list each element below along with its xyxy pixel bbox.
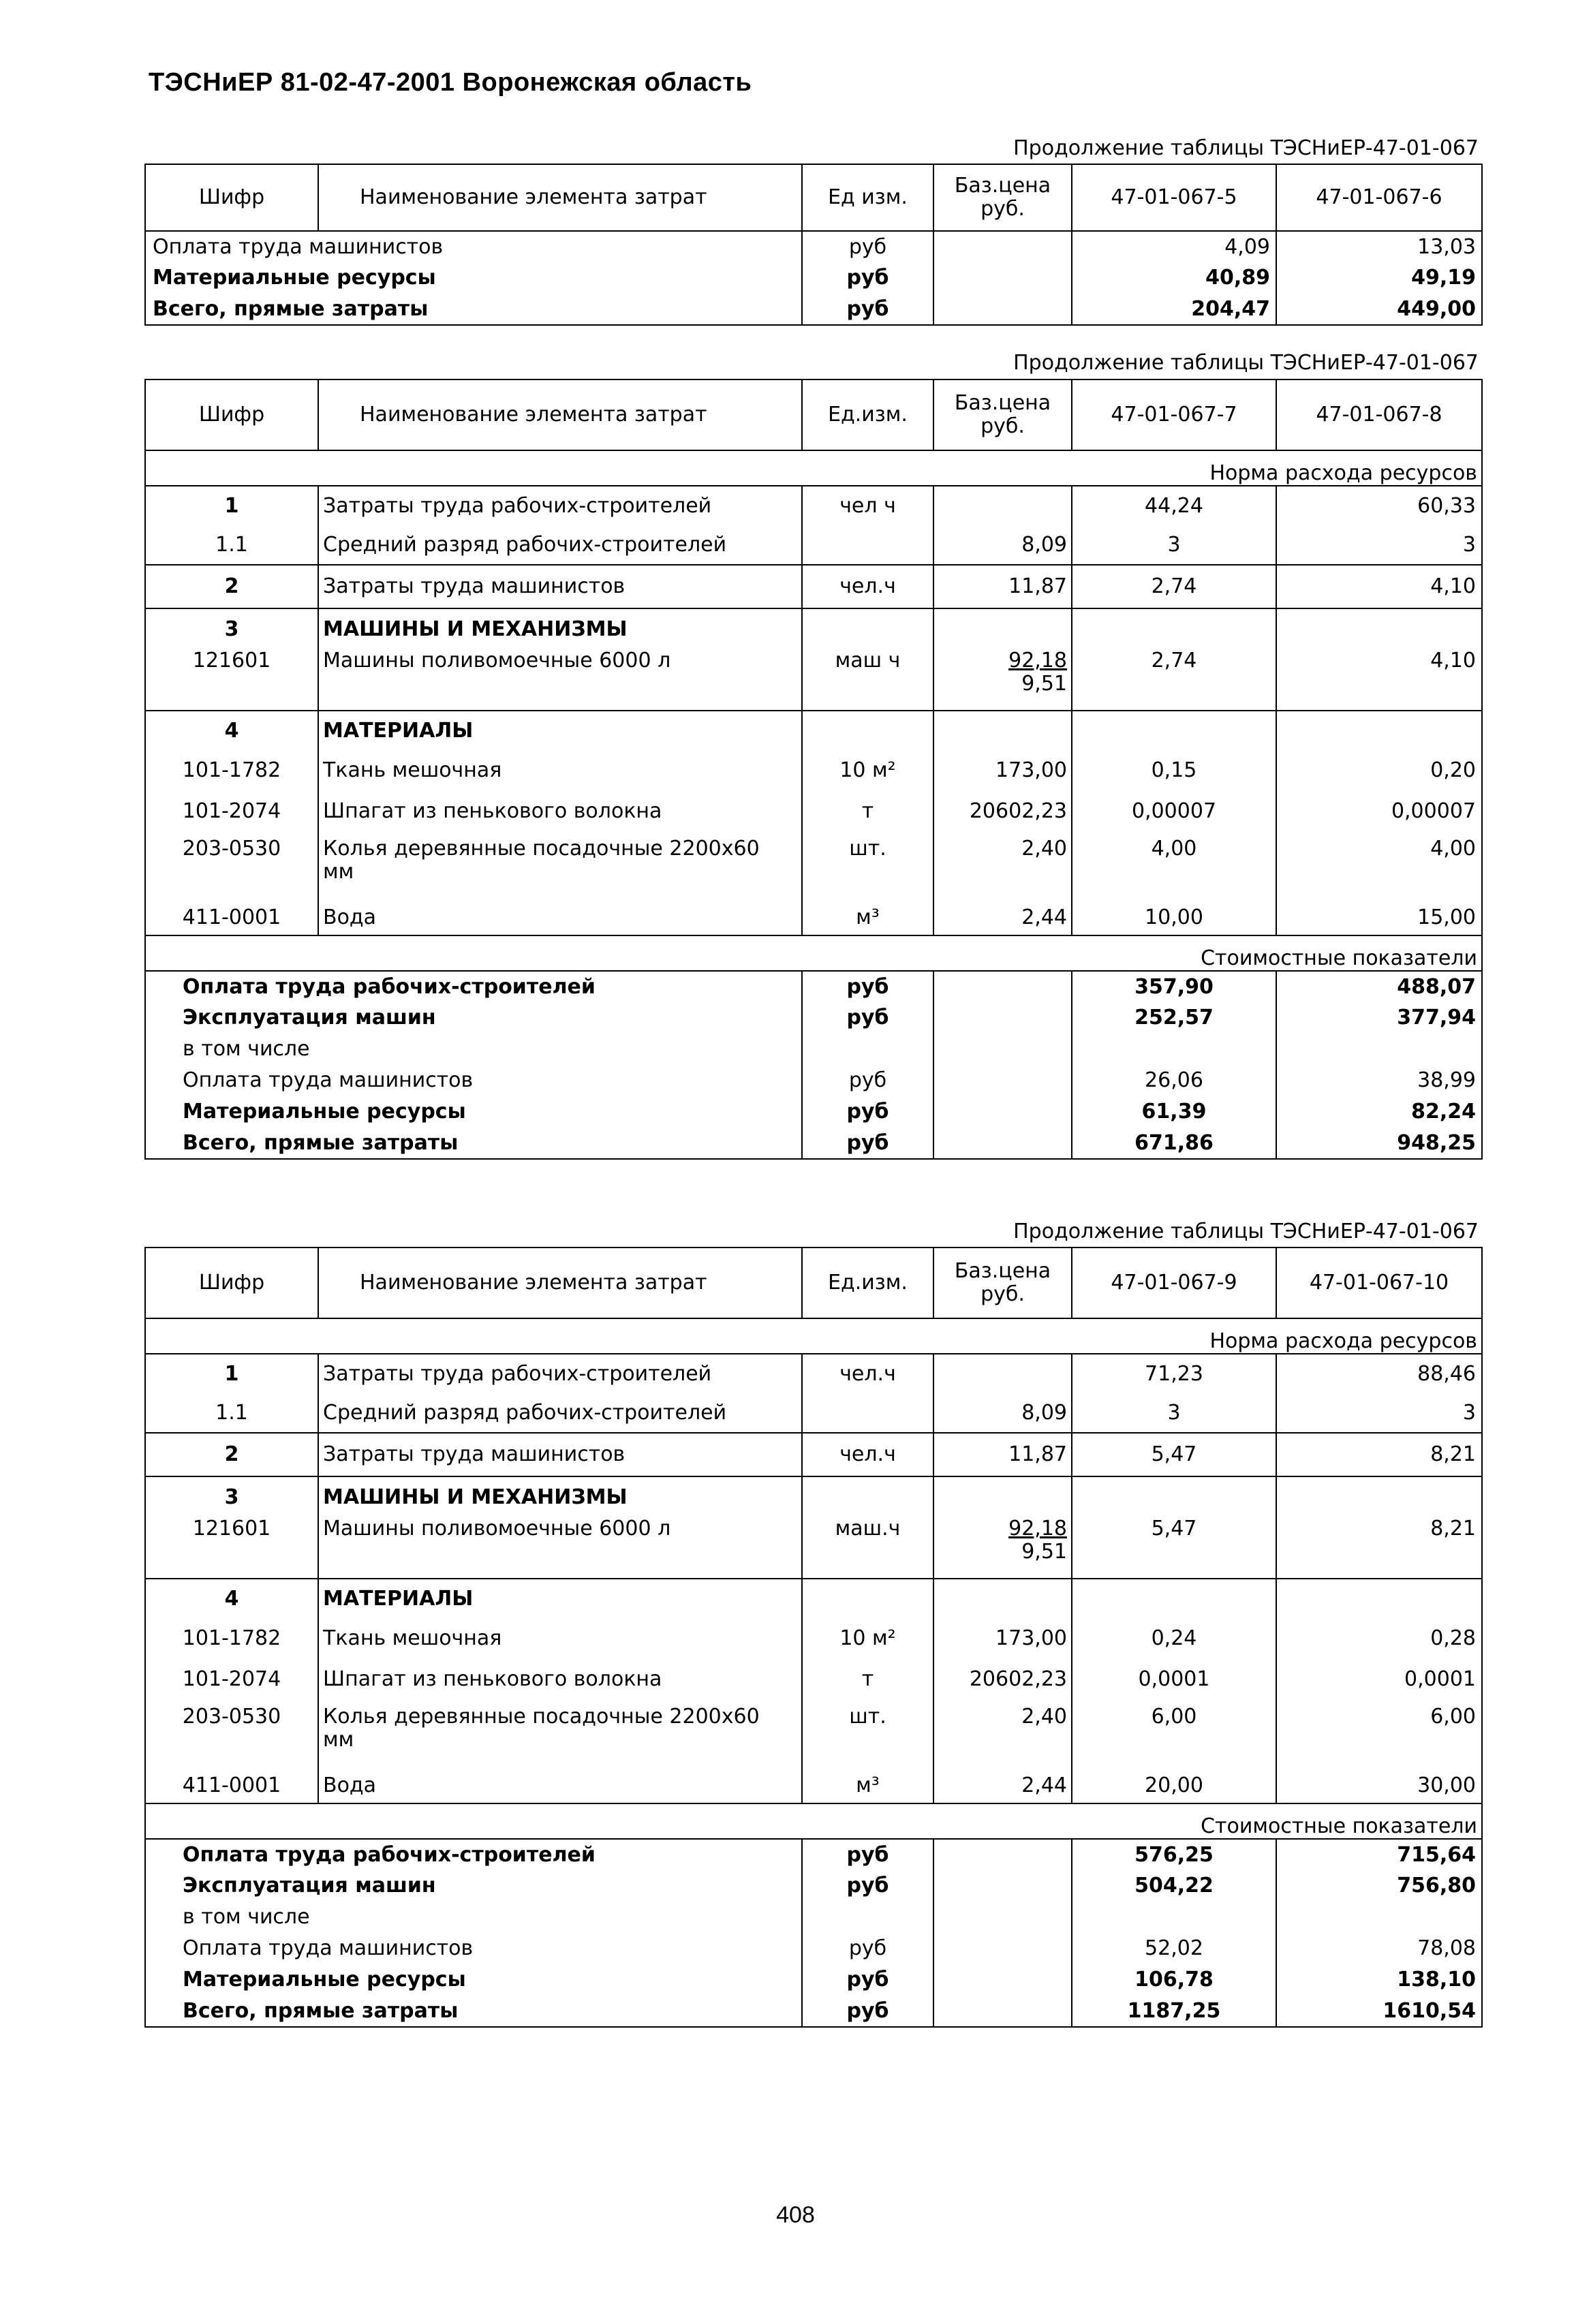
- row-unit: руб: [802, 294, 933, 325]
- row-code: 101-1782: [145, 750, 318, 791]
- row-unit: чел.ч: [802, 1354, 933, 1393]
- row-code: 3: [145, 608, 318, 649]
- row-price: 173,00: [933, 1618, 1072, 1659]
- row-price: 11,87: [933, 1433, 1072, 1476]
- row-code: 4: [145, 1579, 318, 1618]
- row-unit: маш.ч: [802, 1517, 933, 1579]
- row-value-1: 5,47: [1072, 1517, 1276, 1579]
- norm-header: Норма расхода ресурсов: [145, 450, 1482, 486]
- header-base-price-line1: Баз.цена: [954, 1259, 1051, 1283]
- section-title: МАТЕРИАЛЫ: [318, 1579, 802, 1618]
- row-unit: м³: [802, 1768, 933, 1803]
- row-name-line1: Колья деревянные посадочные 2200х60: [323, 837, 760, 861]
- row-name: Вода: [318, 1768, 802, 1803]
- machinist-price: 9,51: [1021, 672, 1067, 696]
- table2-header-row: [145, 379, 1482, 450]
- row-value-2: 1610,54: [1276, 1996, 1482, 2027]
- row-price: 11,87: [933, 565, 1072, 608]
- row-name: Средний разряд рабочих-строителей: [318, 525, 802, 565]
- row-unit: [802, 1034, 933, 1065]
- norm-header: Норма расхода ресурсов: [145, 1318, 1482, 1354]
- row-name: Оплата труда машинистов: [145, 231, 802, 262]
- table2-continuation-label: Продолжение таблицы ТЭСНиЕР-47-01-067: [1013, 351, 1479, 375]
- header-code-8: 47-01-067-8: [1276, 379, 1482, 450]
- row-name: Оплата труда машинистов: [145, 1065, 802, 1096]
- row-name-line2: мм: [323, 860, 354, 884]
- table-row: [145, 1034, 1482, 1065]
- row-value-2: 0,0001: [1276, 1659, 1482, 1700]
- header-cipher: Шифр: [145, 1248, 318, 1318]
- table-row: [145, 832, 1482, 900]
- row-code: 203-0530: [145, 832, 318, 900]
- row-unit: руб: [802, 1002, 933, 1034]
- row-value-1: 671,86: [1072, 1128, 1276, 1159]
- row-value-2: 30,00: [1276, 1768, 1482, 1803]
- row-code: 101-1782: [145, 1618, 318, 1659]
- section-title: МАШИНЫ И МЕХАНИЗМЫ: [318, 1476, 802, 1517]
- header-code-5: 47-01-067-5: [1072, 164, 1276, 231]
- table-row: [145, 231, 1482, 262]
- base-price: 92,18: [1008, 649, 1067, 672]
- header-cipher: Шифр: [145, 379, 318, 450]
- row-name: Затраты труда машинистов: [318, 1433, 802, 1476]
- table2: [144, 379, 1483, 1160]
- row-value-1: 3: [1072, 525, 1276, 565]
- row-code: 1.1: [145, 525, 318, 565]
- table-row: [145, 1065, 1482, 1096]
- row-code: 203-0530: [145, 1700, 318, 1768]
- row-value-2: 78,08: [1276, 1933, 1482, 1964]
- cost-header: Стоимостные показатели: [145, 935, 1482, 971]
- row-name: Затраты труда рабочих-строителей: [318, 1354, 802, 1393]
- header-name: Наименование элемента затрат: [318, 164, 802, 231]
- row-value-1: 4,09: [1072, 231, 1276, 262]
- row-value-1: 204,47: [1072, 294, 1276, 325]
- row-value-2: 6,00: [1276, 1700, 1482, 1768]
- row-price: 8,09: [933, 1393, 1072, 1433]
- row-value-2: 0,20: [1276, 750, 1482, 791]
- row-unit: 10 м²: [802, 1618, 933, 1659]
- row-value-2: 0,28: [1276, 1618, 1482, 1659]
- table-row: [145, 262, 1482, 294]
- row-code: 411-0001: [145, 1768, 318, 1803]
- row-value-1: 0,00007: [1072, 791, 1276, 832]
- header-unit: Ед.изм.: [802, 1248, 933, 1318]
- section-row: [145, 711, 1482, 750]
- row-value-1: 52,02: [1072, 1933, 1276, 1964]
- row-unit: руб: [802, 231, 933, 262]
- section-title: МАТЕРИАЛЫ: [318, 711, 802, 750]
- row-price: [933, 262, 1072, 294]
- row-value-2: 488,07: [1276, 971, 1482, 1002]
- row-code: 121601: [145, 1517, 318, 1579]
- row-value-2: 138,10: [1276, 1964, 1482, 1996]
- header-unit: Ед.изм.: [802, 379, 933, 450]
- row-code: 411-0001: [145, 900, 318, 935]
- header-cipher: Шифр: [145, 164, 318, 231]
- row-value-2: 449,00: [1276, 294, 1482, 325]
- header-code-10: 47-01-067-10: [1276, 1248, 1482, 1318]
- page-number: 408: [776, 2202, 815, 2228]
- header-name: Наименование элемента затрат: [318, 379, 802, 450]
- row-value-1: 71,23: [1072, 1354, 1276, 1393]
- table-row: [145, 1618, 1482, 1659]
- row-value-1: 2,74: [1072, 565, 1276, 608]
- row-name: Оплата труда рабочих-строителей: [145, 971, 802, 1002]
- row-unit: т: [802, 791, 933, 832]
- row-value-1: 106,78: [1072, 1964, 1276, 1996]
- header-code-6: 47-01-067-6: [1276, 164, 1482, 231]
- row-unit: руб: [802, 1065, 933, 1096]
- row-value-1: 6,00: [1072, 1700, 1276, 1768]
- row-price: [933, 486, 1072, 525]
- table-row: [145, 1839, 1482, 1870]
- table3-header-row: [145, 1248, 1482, 1318]
- row-price: [933, 649, 1072, 711]
- section-row: [145, 1476, 1482, 1517]
- row-value-2: 377,94: [1276, 1002, 1482, 1034]
- cost-header-row: [145, 1803, 1482, 1839]
- header-base-price: [933, 1248, 1072, 1318]
- row-value-1: 252,57: [1072, 1002, 1276, 1034]
- row-value-2: [1276, 1902, 1482, 1933]
- row-value-2: 8,21: [1276, 1433, 1482, 1476]
- table1-continuation-label: Продолжение таблицы ТЭСНиЕР-47-01-067: [1013, 136, 1479, 160]
- row-unit: шт.: [802, 832, 933, 900]
- row-unit: [802, 1902, 933, 1933]
- row-value-2: 82,24: [1276, 1096, 1482, 1128]
- row-unit: чел.ч: [802, 1433, 933, 1476]
- row-unit: чел.ч: [802, 565, 933, 608]
- row-price: [933, 294, 1072, 325]
- row-name: Затраты труда машинистов: [318, 565, 802, 608]
- row-price: 2,40: [933, 1700, 1072, 1768]
- row-value-1: 504,22: [1072, 1870, 1276, 1902]
- norm-header-row: [145, 1318, 1482, 1354]
- row-value-1: 2,74: [1072, 649, 1276, 711]
- row-unit: руб: [802, 1870, 933, 1902]
- row-unit: чел ч: [802, 486, 933, 525]
- row-unit: шт.: [802, 1700, 933, 1768]
- row-price: [933, 1517, 1072, 1579]
- row-code: 3: [145, 1476, 318, 1517]
- row-name: [318, 1700, 802, 1768]
- row-unit: руб: [802, 1096, 933, 1128]
- row-value-2: 0,00007: [1276, 791, 1482, 832]
- section-title: МАШИНЫ И МЕХАНИЗМЫ: [318, 608, 802, 649]
- row-unit: 10 м²: [802, 750, 933, 791]
- table-row: [145, 971, 1482, 1002]
- table-row: [145, 525, 1482, 565]
- base-price: 92,18: [1008, 1517, 1067, 1540]
- table-row: [145, 1517, 1482, 1579]
- row-value-2: 15,00: [1276, 900, 1482, 935]
- table-row: [145, 791, 1482, 832]
- table-row: [145, 1933, 1482, 1964]
- row-value-2: 715,64: [1276, 1839, 1482, 1870]
- row-value-2: 756,80: [1276, 1870, 1482, 1902]
- row-name: Материальные ресурсы: [145, 1964, 802, 1996]
- table-row: [145, 1393, 1482, 1433]
- row-unit: руб: [802, 1839, 933, 1870]
- row-name: [318, 832, 802, 900]
- row-value-2: 3: [1276, 525, 1482, 565]
- row-unit: руб: [802, 1128, 933, 1159]
- table-row: [145, 1002, 1482, 1034]
- row-code: 121601: [145, 649, 318, 711]
- row-price: [933, 1354, 1072, 1393]
- row-code: 2: [145, 1433, 318, 1476]
- table-row: [145, 649, 1482, 711]
- table-row: [145, 1902, 1482, 1933]
- header-base-price: [933, 164, 1072, 231]
- row-price: 8,09: [933, 525, 1072, 565]
- row-value-1: 4,00: [1072, 832, 1276, 900]
- row-value-1: 0,15: [1072, 750, 1276, 791]
- table-row: [145, 1433, 1482, 1476]
- row-value-1: [1072, 1902, 1276, 1933]
- cost-header-row: [145, 935, 1482, 971]
- header-code-9: 47-01-067-9: [1072, 1248, 1276, 1318]
- row-value-1: 357,90: [1072, 971, 1276, 1002]
- row-code: 1: [145, 486, 318, 525]
- row-unit: руб: [802, 1964, 933, 1996]
- table-row: [145, 565, 1482, 608]
- header-unit: Ед изм.: [802, 164, 933, 231]
- row-value-2: 4,00: [1276, 832, 1482, 900]
- row-name: Оплата труда машинистов: [145, 1933, 802, 1964]
- row-unit: [802, 525, 933, 565]
- row-value-1: 0,0001: [1072, 1659, 1276, 1700]
- row-value-2: 38,99: [1276, 1065, 1482, 1096]
- header-name: Наименование элемента затрат: [318, 1248, 802, 1318]
- row-name: Затраты труда рабочих-строителей: [318, 486, 802, 525]
- row-name: Шпагат из пенькового волокна: [318, 791, 802, 832]
- row-price: 2,40: [933, 832, 1072, 900]
- row-unit: маш ч: [802, 649, 933, 711]
- row-name: Всего, прямые затраты: [145, 294, 802, 325]
- row-unit: руб: [802, 1996, 933, 2027]
- table-row: [145, 1700, 1482, 1768]
- row-name: Оплата труда рабочих-строителей: [145, 1839, 802, 1870]
- row-price: 2,44: [933, 1768, 1072, 1803]
- row-name: Шпагат из пенькового волокна: [318, 1659, 802, 1700]
- row-price: 20602,23: [933, 791, 1072, 832]
- table1: [144, 164, 1483, 326]
- row-value-1: 0,24: [1072, 1618, 1276, 1659]
- header-code-7: 47-01-067-7: [1072, 379, 1276, 450]
- table-row: [145, 1870, 1482, 1902]
- table-row: [145, 750, 1482, 791]
- header-base-price-line2: руб.: [980, 197, 1025, 221]
- row-value-2: 8,21: [1276, 1517, 1482, 1579]
- row-code: 101-2074: [145, 791, 318, 832]
- table-row: [145, 1996, 1482, 2027]
- row-value-2: 4,10: [1276, 649, 1482, 711]
- row-value-2: [1276, 1034, 1482, 1065]
- row-code: 2: [145, 565, 318, 608]
- row-value-1: 26,06: [1072, 1065, 1276, 1096]
- row-price: [933, 231, 1072, 262]
- table-row: [145, 1768, 1482, 1803]
- row-value-2: 3: [1276, 1393, 1482, 1433]
- row-value-2: 49,19: [1276, 262, 1482, 294]
- row-price: 173,00: [933, 750, 1072, 791]
- table-row: [145, 1964, 1482, 1996]
- row-unit: м³: [802, 900, 933, 935]
- header-base-price: [933, 379, 1072, 450]
- page-title: ТЭСНиЕР 81-02-47-2001 Воронежская область: [149, 68, 752, 97]
- row-value-1: 40,89: [1072, 262, 1276, 294]
- row-value-1: 20,00: [1072, 1768, 1276, 1803]
- table1-header-row: [145, 164, 1482, 231]
- row-name: Ткань мешочная: [318, 1618, 802, 1659]
- row-name-line2: мм: [323, 1728, 354, 1752]
- row-code: 1: [145, 1354, 318, 1393]
- row-value-1: 1187,25: [1072, 1996, 1276, 2027]
- row-name: Всего, прямые затраты: [145, 1996, 802, 2027]
- row-code: 101-2074: [145, 1659, 318, 1700]
- row-value-1: 44,24: [1072, 486, 1276, 525]
- header-base-price-line2: руб.: [980, 1282, 1025, 1306]
- row-name: в том числе: [145, 1034, 802, 1065]
- row-name-line1: Колья деревянные посадочные 2200х60: [323, 1705, 760, 1729]
- row-name: в том числе: [145, 1902, 802, 1933]
- row-value-1: [1072, 1034, 1276, 1065]
- table-row: [145, 294, 1482, 325]
- row-name: Машины поливомоечные 6000 л: [318, 649, 802, 711]
- table3: [144, 1247, 1483, 2028]
- table-row: [145, 1354, 1482, 1393]
- header-base-price-line2: руб.: [980, 414, 1025, 438]
- row-name: Средний разряд рабочих-строителей: [318, 1393, 802, 1433]
- row-name: Ткань мешочная: [318, 750, 802, 791]
- section-row: [145, 608, 1482, 649]
- table3-continuation-label: Продолжение таблицы ТЭСНиЕР-47-01-067: [1013, 1220, 1479, 1243]
- row-unit: руб: [802, 1933, 933, 1964]
- row-value-1: 5,47: [1072, 1433, 1276, 1476]
- row-name: Материальные ресурсы: [145, 262, 802, 294]
- header-base-price-line1: Баз.цена: [954, 174, 1051, 198]
- row-value-2: 4,10: [1276, 565, 1482, 608]
- row-value-2: 13,03: [1276, 231, 1482, 262]
- row-unit: руб: [802, 262, 933, 294]
- row-value-1: 3: [1072, 1393, 1276, 1433]
- section-row: [145, 1579, 1482, 1618]
- row-value-2: 88,46: [1276, 1354, 1482, 1393]
- row-name: Вода: [318, 900, 802, 935]
- row-price: 20602,23: [933, 1659, 1072, 1700]
- row-value-1: 576,25: [1072, 1839, 1276, 1870]
- table-row: [145, 1096, 1482, 1128]
- header-base-price-line1: Баз.цена: [954, 391, 1051, 415]
- table-row: [145, 486, 1482, 525]
- row-code: 4: [145, 711, 318, 750]
- row-value-2: 60,33: [1276, 486, 1482, 525]
- row-price: 2,44: [933, 900, 1072, 935]
- machinist-price: 9,51: [1021, 1540, 1067, 1564]
- row-unit: [802, 1393, 933, 1433]
- row-name: Материальные ресурсы: [145, 1096, 802, 1128]
- table-row: [145, 1659, 1482, 1700]
- norm-header-row: [145, 450, 1482, 486]
- row-name: Всего, прямые затраты: [145, 1128, 802, 1159]
- table-row: [145, 1128, 1482, 1159]
- row-unit: руб: [802, 971, 933, 1002]
- row-name: Машины поливомоечные 6000 л: [318, 1517, 802, 1579]
- row-value-1: 10,00: [1072, 900, 1276, 935]
- row-value-1: 61,39: [1072, 1096, 1276, 1128]
- row-value-2: 948,25: [1276, 1128, 1482, 1159]
- row-name: Эксплуатация машин: [145, 1870, 802, 1902]
- cost-header: Стоимостные показатели: [145, 1803, 1482, 1839]
- row-unit: т: [802, 1659, 933, 1700]
- table-row: [145, 900, 1482, 935]
- row-name: Эксплуатация машин: [145, 1002, 802, 1034]
- row-code: 1.1: [145, 1393, 318, 1433]
